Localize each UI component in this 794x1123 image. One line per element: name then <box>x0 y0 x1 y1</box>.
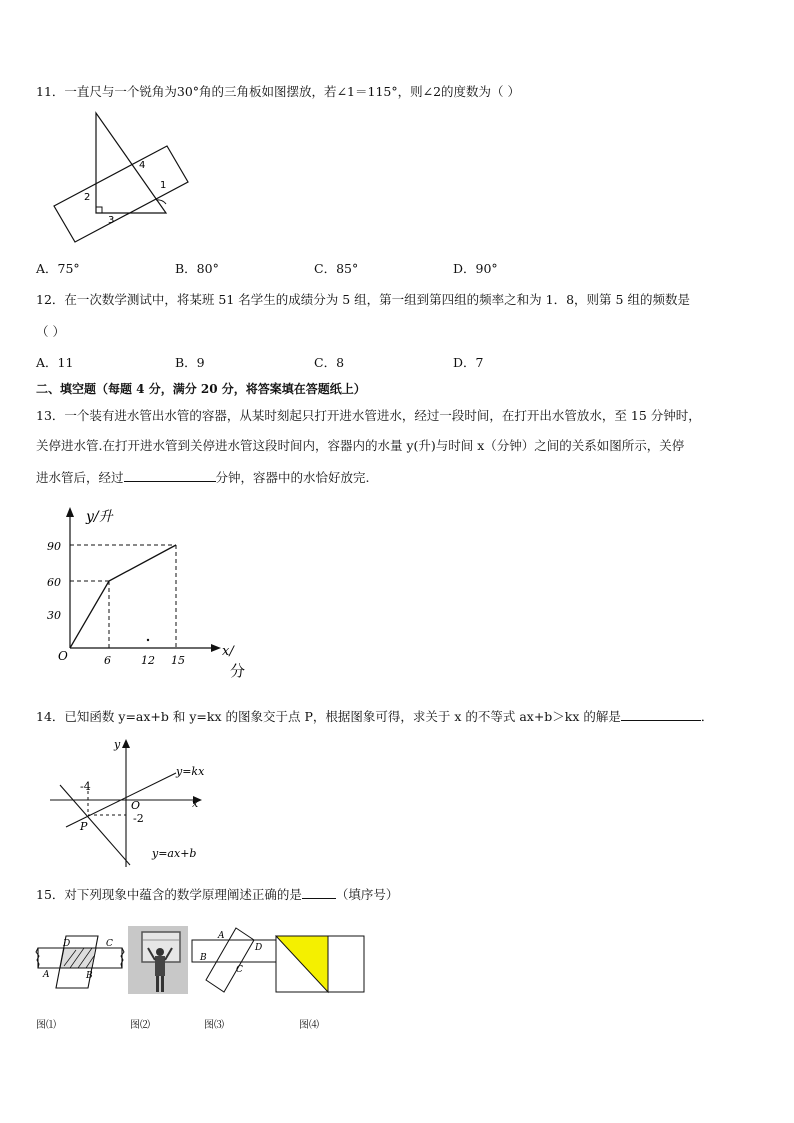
q13-y-tick-90: 90 <box>47 540 61 553</box>
q15-fig2-image <box>128 926 188 994</box>
q13-line3 <box>36 469 370 486</box>
q11-stem: 11．一直尺与一个锐角为30°角的三角板如图摆放，若∠1＝115°，则∠2的度数为（ ） <box>36 84 520 99</box>
q15-caption-2: 图⑵ <box>130 1020 150 1031</box>
q13-x-tick-12: 12 <box>141 654 155 667</box>
q15-answer-blank[interactable] <box>302 886 336 899</box>
q14-line-kx: y=kx <box>176 765 205 778</box>
q15-fig1-label-d: D <box>63 939 71 949</box>
q13-graph <box>40 505 260 683</box>
q11-option-a: A．75° <box>36 261 80 276</box>
q13-y-tick-60: 60 <box>47 576 61 589</box>
q15-caption-1: 图⑴ <box>36 1020 56 1031</box>
q12-option-d: D．7 <box>453 355 484 370</box>
q13-x-tick-6: 6 <box>104 654 111 667</box>
q14-neg4: -4 <box>80 780 91 793</box>
q12-option-b: B．9 <box>175 355 205 370</box>
q11-label-3: 3 <box>108 215 115 226</box>
q14-neg2: -2 <box>133 812 144 825</box>
q13-answer-blank[interactable] <box>124 469 216 482</box>
q14-stem-text: 14．已知函数 y=ax+b 和 y=kx 的图象交于点 P，根据图象可得，求关于 x 的不等式 ax+b＞kx 的解是 <box>36 709 621 724</box>
q13-origin: O <box>58 649 68 663</box>
q13-y-label: y/升 <box>86 509 113 525</box>
q15-stem-end: （填序号） <box>335 887 399 902</box>
q13-line3-end: 分钟，容器中的水恰好放完. <box>215 470 370 485</box>
q12-option-a: A．11 <box>36 355 74 370</box>
q13-line1: 13．一个装有进水管出水管的容器，从某时刻起只打开进水管进水，经过一段时间，在打开出水管放水，至 15 分钟时， <box>36 408 701 423</box>
q11-option-b: B．80° <box>175 261 219 276</box>
q14-stem <box>36 708 713 725</box>
q15-stem <box>36 886 398 903</box>
q14-y-label: y <box>114 738 121 751</box>
q15-fig1 <box>36 930 126 992</box>
q12-stem-line1: 12．在一次数学测试中，将某班 51 名学生的成绩分为 5 组，第一组到第四组的频率之和为 1．8，则第 5 组的频数是 <box>36 292 690 307</box>
q12-option-c: C．8 <box>314 355 345 370</box>
q15-fig1-label-c: C <box>106 939 113 949</box>
q13-line3-start: 进水管后，经过 <box>36 470 124 485</box>
q11-option-d: D．90° <box>453 261 498 276</box>
q11-label-4: 4 <box>139 160 146 171</box>
q14-origin: O <box>131 799 141 812</box>
q14-point-p: P <box>80 820 88 833</box>
q11-label-2: 2 <box>84 192 91 203</box>
q11-label-1: 1 <box>160 180 167 191</box>
q14-x-label: x <box>192 797 199 810</box>
q14-line-axb: y=ax+b <box>152 847 197 860</box>
q15-caption-4: 图⑷ <box>299 1020 319 1031</box>
q13-x-tick-15: 15 <box>171 654 185 667</box>
q15-fig4 <box>274 934 368 996</box>
q15-caption-3: 图⑶ <box>204 1020 224 1031</box>
q15-fig1-label-b: B <box>86 971 93 981</box>
q14-graph <box>44 735 224 873</box>
q13-line2: 关停进水管.在打开进水管到关停进水管这段时间内，容器内的水量 y(升)与时间 x（分钟）之间的关系如图所示，关停 <box>36 438 685 453</box>
q12-stem-line2: （ ） <box>36 324 65 339</box>
q13-y-tick-30: 30 <box>47 609 61 622</box>
q11-figure <box>50 108 200 243</box>
q15-fig3-label-d: D <box>255 943 263 953</box>
q15-fig3-label-c: C <box>236 965 243 975</box>
q11-option-c: C．85° <box>314 261 359 276</box>
section-2-title: 二、填空题（每题 4 分，满分 20 分，将答案填在答题纸上） <box>36 382 366 396</box>
q14-answer-blank[interactable] <box>621 708 701 721</box>
q15-fig1-label-a: A <box>43 970 50 980</box>
q13-x-unit: 分 <box>230 662 246 680</box>
q14-stem-end: ． <box>700 709 714 724</box>
q13-x-label: x/ <box>222 644 234 659</box>
q15-fig3-label-a: A <box>218 931 225 941</box>
q15-fig3-label-b: B <box>200 953 207 963</box>
q15-stem-text: 15．对下列现象中蕴含的数学原理阐述正确的是 <box>36 887 302 902</box>
q15-fig3 <box>190 926 280 994</box>
